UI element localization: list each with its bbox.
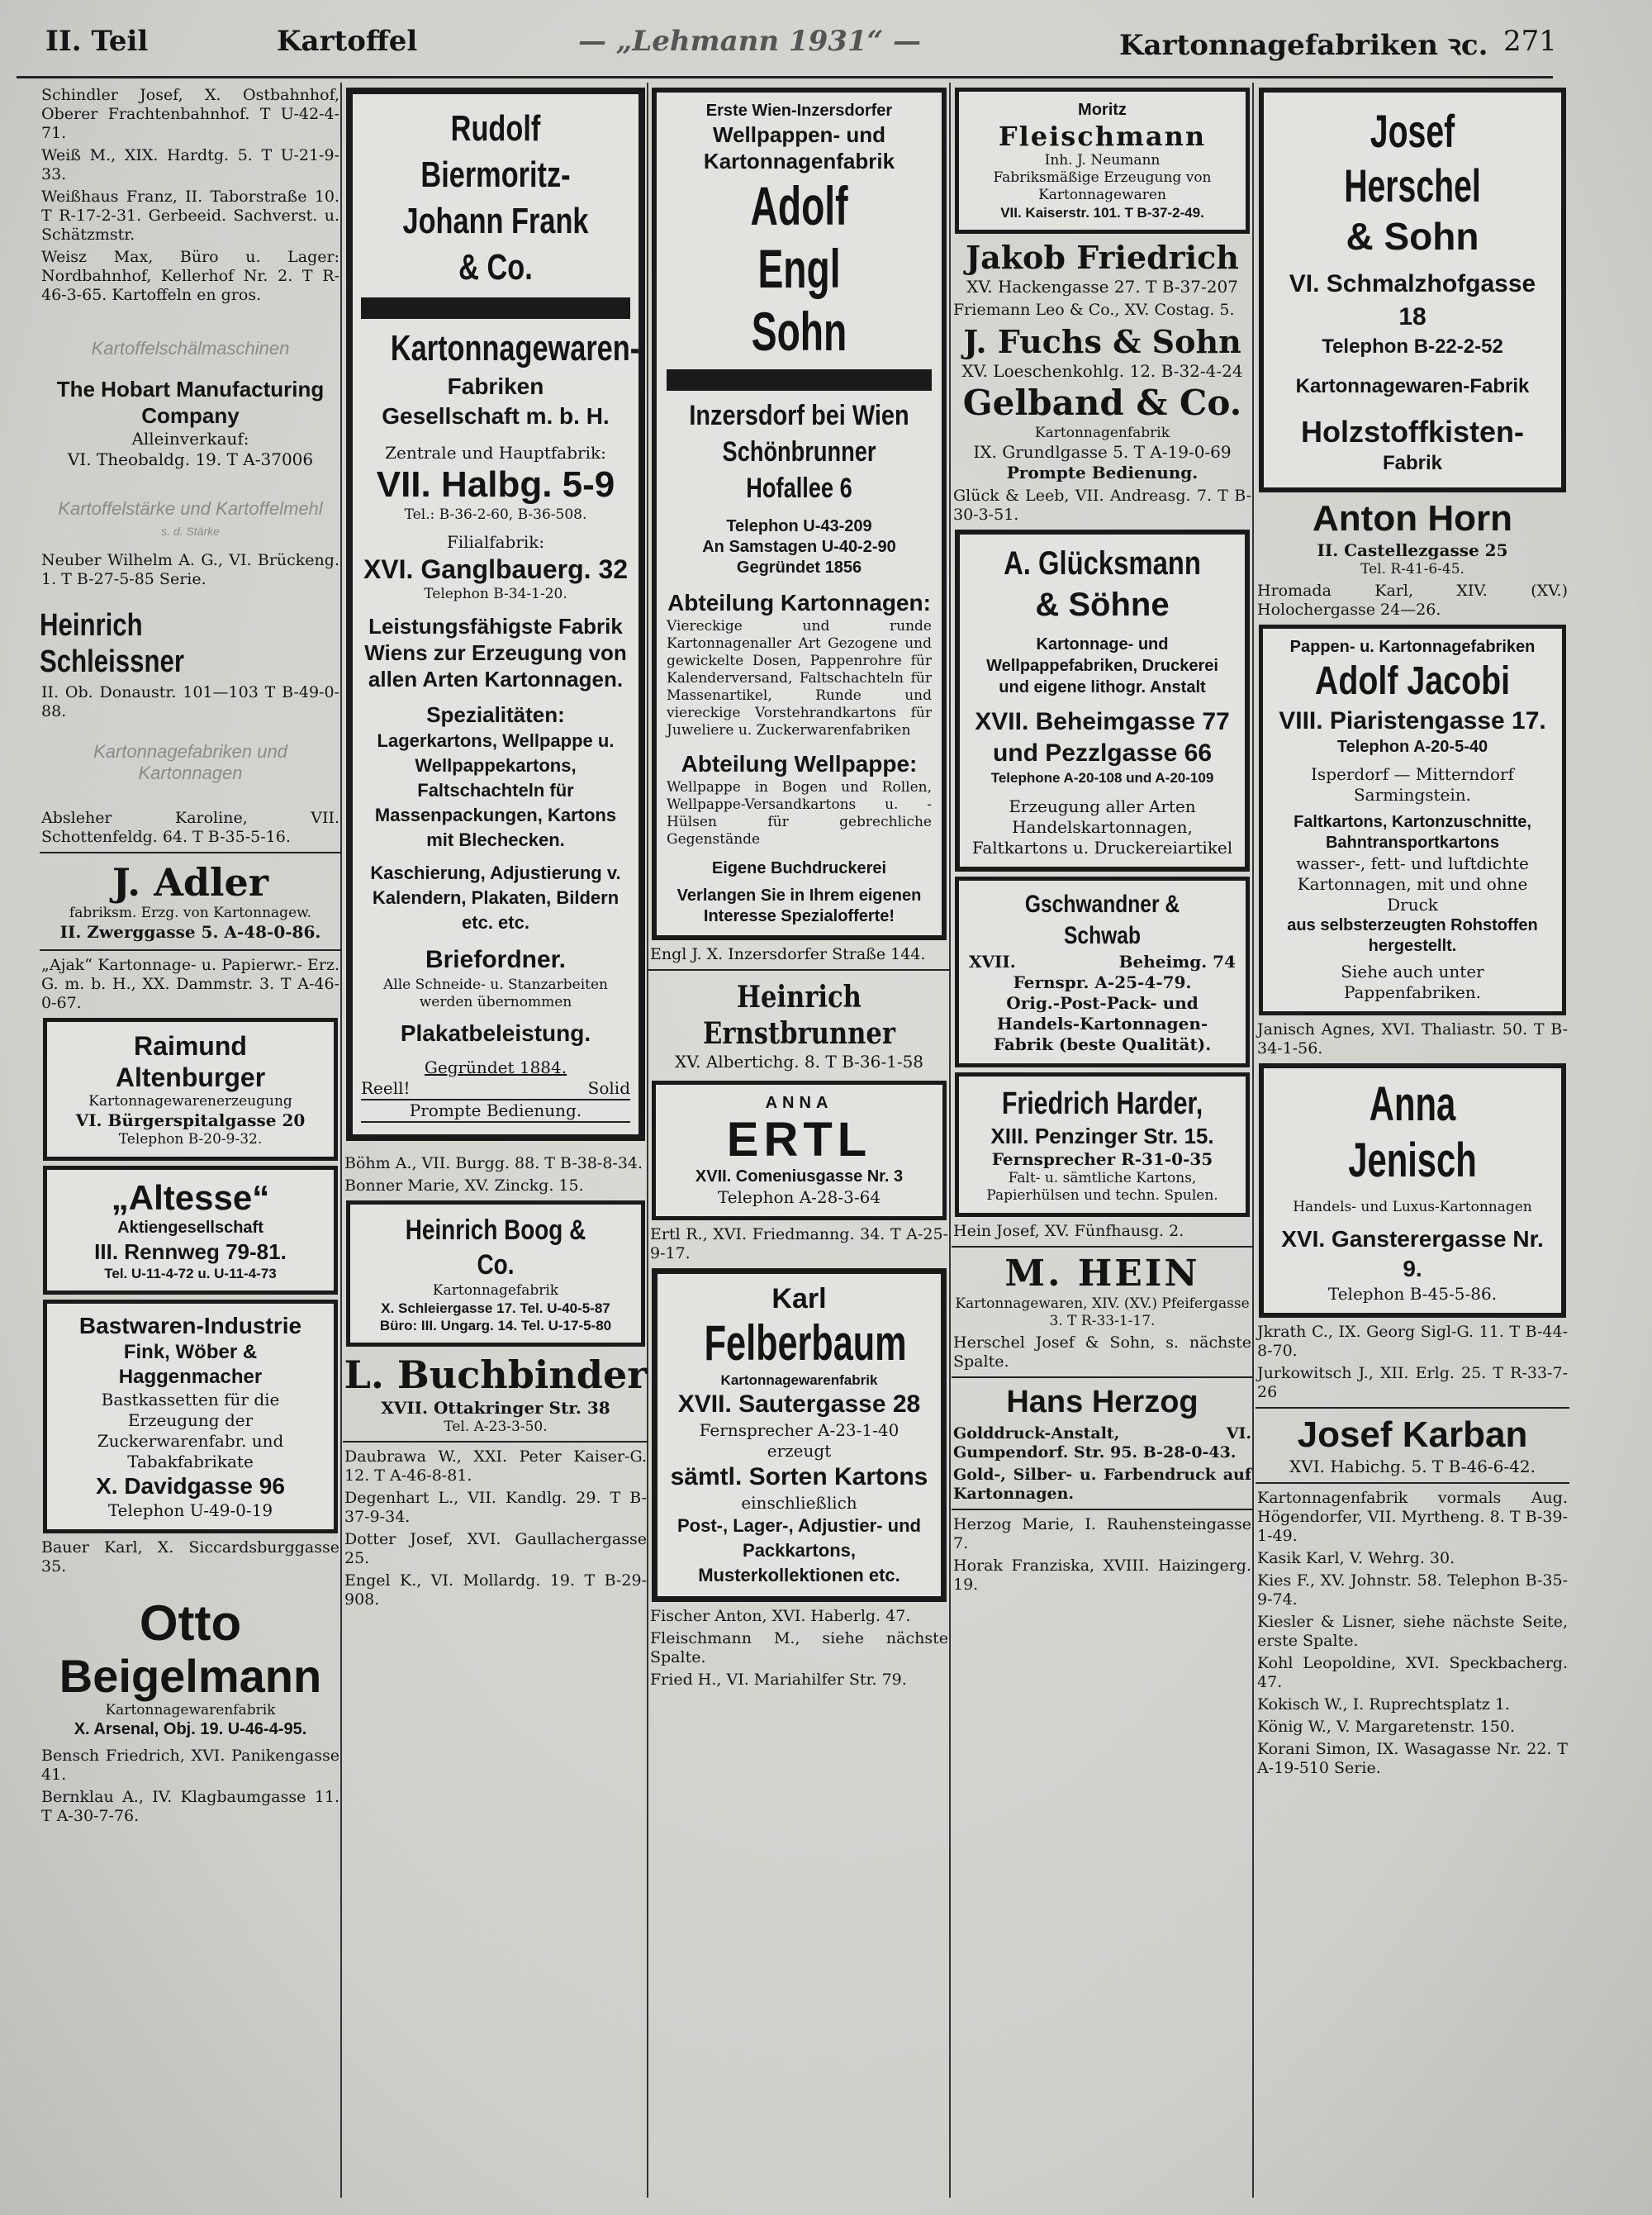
listing-entry: Horak Franziska, XVIII. Haizingerg. 19. [953, 1557, 1251, 1594]
listing-entry: Hein Josef, XV. Fünfhausg. 2. [953, 1222, 1184, 1240]
bastwaren-firm: Fink, Wöber & Haggenmacher [118, 1341, 263, 1388]
gschwandner-ad [955, 877, 1250, 1067]
hein-address: Kartonnagewaren, XIV. (XV.) Pfeifergasse 3. T R-33-1-17. [955, 1295, 1250, 1329]
listing-entry: Herschel Josef & Sohn, s. nächste Spalte. [953, 1333, 1251, 1371]
jenisch-ad [1259, 1063, 1566, 1318]
biermoritz-name1: Rudolf Biermoritz- [420, 108, 571, 195]
listing-entry: Friemann Leo & Co., XV. Costag. 5. [953, 301, 1235, 319]
gschwandner-name: Gschwandner & Schwab [1024, 891, 1180, 949]
schleissner-name: Heinrich Schleissner [40, 608, 184, 679]
gluecksmann-products: Erzeugung aller Arten Handelskartonnagen, Faltkartons u. Druckereiartikel [971, 796, 1233, 858]
listing-entry: Bauer Karl, X. Siccardsburggasse 35. [41, 1538, 339, 1576]
gschwandner-address [969, 952, 1236, 972]
page-header [0, 25, 1652, 74]
listing-entry: Glück & Leeb, VII. Andreasg. 7. T B-30-3-51. [953, 487, 1251, 524]
boog-address1: X. Schleiergasse 17. Tel. U-40-5-87 [381, 1300, 610, 1316]
ertl-ad [652, 1081, 947, 1220]
header-rule [17, 76, 1553, 78]
altenburger-address: VI. Bürgerspitalgasse 20 [75, 1110, 306, 1130]
ernstbrunner-ad [648, 979, 950, 1072]
karban-ad [1256, 1414, 1569, 1477]
jacobi-ad [1259, 625, 1566, 1015]
left-keyword: Kartoffel [277, 25, 418, 58]
buchbinder-phone: Tel. A-23-3-50. [444, 1419, 548, 1435]
listing-entry: „Ajak“ Kartonnage- u. Papierwr.- Erz. G. m. b. H., XX. Dammstr. 3. T A-46-0-67. [41, 956, 339, 1012]
listing-entry: Jkrath C., IX. Georg Sigl-G. 11. T B-44-8-70. [1257, 1323, 1568, 1360]
listing-entry: Kartonnagenfabrik vormals Aug. Högendorfer, VII. Myrtheng. 8. T B-39-1-49. [1257, 1489, 1568, 1545]
fleischmann-text: Fabriksmäßige Erzeugung von Kartonnagewaren [993, 169, 1212, 203]
biermoritz-branch-phone: Telephon B-34-1-20. [424, 586, 567, 602]
jacobi-phone: Telephon A-20-5-40 [1336, 738, 1488, 756]
listing-entry: Fischer Anton, XVI. Haberlg. 47. [650, 1607, 911, 1625]
harder-text: Falt- u. sämtliche Kartons, Papierhülsen und techn. Spulen. [986, 1170, 1218, 1204]
ertl-name: ERTL [726, 1113, 872, 1167]
altesse-phone: Tel. U-11-4-72 u. U-11-4-73 [104, 1266, 277, 1281]
engl-dept1: Abteilung Kartonnagen: [667, 590, 931, 616]
listing-entry: Kies F., XV. Johnstr. 58. Telephon B-35-9-74. [1257, 1571, 1568, 1609]
gluecksmann-phone: Telephone A-20-108 und A-20-109 [990, 770, 1214, 786]
listing-entry: König W., V. Margaretenstr. 150. [1257, 1718, 1516, 1736]
ertl-address: XVII. Comeniusgasse Nr. 3 [695, 1167, 904, 1186]
engl-top1: Erste Wien-Inzersdorfer [705, 102, 893, 120]
fuchs-name: J. Fuchs & Sohn [963, 323, 1241, 360]
herzog-name: Hans Herzog [1006, 1385, 1199, 1419]
section-heading: Kartoffelschälmaschinen [91, 338, 290, 359]
schleissner-ad [40, 607, 341, 721]
friedrich-ad [952, 239, 1253, 297]
harder-address: XIII. Penzinger Str. 15. [990, 1124, 1214, 1148]
felberbaum-incl: einschließlich [741, 1493, 857, 1513]
right-keyword: Kartonnagefabriken ꝛc. [1119, 29, 1488, 62]
fleischmann-owner: Inh. J. Neumann [1044, 152, 1161, 169]
gschwandner-text: Orig.-Post-Pack- und Handels-Kartonnagen-Fabrik (beste Qualität). [993, 993, 1212, 1054]
felberbaum-text: Post-, Lager-, Adjustier- und Packkartons, Musterkollektionen etc. [677, 1515, 921, 1585]
adler-ad [40, 860, 341, 943]
jacobi-text: wasser-, fett- und luftdichte Kartonnagen, mit und ohne Druck [1296, 853, 1529, 915]
section-heading: Kartonnagefabriken und Kartonnagen [93, 741, 287, 783]
altenburger-sub: Kartonnagewarenerzeugung [88, 1093, 292, 1110]
engl-phone2: An Samstagen U-40-2-90 [702, 538, 896, 556]
running-title: — „Lehmann 1931“ — [578, 25, 921, 58]
listing-entry: Jurkowitsch J., XII. Erlg. 25. T R-33-7-26 [1257, 1364, 1568, 1401]
ernstbrunner-address: XV. Albertichg. 8. T B-36-1-58 [674, 1052, 924, 1072]
biermoritz-ad [346, 88, 645, 1141]
fuchs-ad [952, 323, 1253, 382]
divider [40, 852, 341, 853]
column-2 [343, 83, 648, 1613]
ernstbrunner-name: Heinrich Ernstbrunner [703, 980, 895, 1051]
jacobi-name: Adolf Jacobi [1314, 659, 1511, 703]
listing-entry: Neuber Wilhelm A. G., VI. Brückeng. 1. T B-27-5-85 Serie. [41, 551, 339, 588]
listing-entry: Bernklau A., IV. Klagbaumgasse 11. T A-30-7-76. [41, 1788, 339, 1825]
herzog-text2: Gold-, Silber- u. Farbendruck auf Kartonnagen. [953, 1466, 1251, 1503]
divider [40, 949, 341, 951]
horn-phone: Tel. R-41-6-45. [1360, 561, 1464, 578]
gluecksmann-text: Kartonnage- und Wellpappefabriken, Druckerei und eigene lithogr. Anstalt [986, 635, 1218, 696]
engl-dept2: Abteilung Wellpappe: [681, 751, 918, 777]
horn-ad [1256, 497, 1569, 578]
hein-ad [952, 1252, 1253, 1330]
herschel-name2: & Sohn [1346, 215, 1479, 258]
listing-entry: Böhm A., VII. Burgg. 88. T B-38-8-34. [344, 1154, 643, 1172]
buchbinder-name: L. Buchbinder [344, 1352, 648, 1397]
herschel-sub: Kartonnagewaren-Fabrik [1295, 375, 1530, 397]
biermoritz-branch: XVI. Ganglbauerg. 32 [363, 554, 629, 584]
divider [952, 1376, 1253, 1378]
hobart-address: VI. Theobaldg. 19. T A-37006 [67, 449, 314, 469]
adler-address: II. Zwerggasse 5. A-48-0-86. [59, 922, 321, 942]
listing-entry: Korani Simon, IX. Wasagasse Nr. 22. T A-19-510 Serie. [1257, 1740, 1568, 1777]
divider [952, 1509, 1253, 1510]
altenburger-ad [43, 1018, 338, 1161]
listing-entry: Degenhart L., VII. Kandlg. 29. T B-37-9-34. [344, 1489, 647, 1526]
bastwaren-title: Bastwaren-Industrie [78, 1313, 302, 1338]
column-3 [648, 83, 950, 1693]
herschel-name1: Josef Herschel [1344, 105, 1481, 212]
listing-entry: Hromada Karl, XIV. (XV.) Holochergasse 24—26. [1257, 582, 1568, 619]
herschel-ad [1259, 88, 1566, 492]
beigelmann-ad [40, 1596, 341, 1740]
altesse-ad [43, 1166, 338, 1295]
gschwandner-street: Beheimg. 74 [1118, 952, 1236, 972]
biermoritz-briefordner: Briefordner. [425, 946, 567, 973]
boog-sub: Kartonnagefabrik [432, 1282, 559, 1299]
jenisch-phone: Telephon B-45-5-86. [1327, 1284, 1498, 1304]
bastwaren-text: Bastkassetten für die Erzeugung der Zuckerwarenfabr. und Tabakfabrikate [97, 1390, 284, 1471]
hobart-name: The Hobart Manufacturing Company [56, 377, 325, 428]
listing-entry: Schindler Josef, X. Ostbahnhof, Oberer Frachtenbahnhof. T U-42-4-71. [41, 86, 339, 142]
engl-place2: Schönbrunner Hofallee 6 [722, 436, 876, 504]
listing-entry: Ertl R., XVI. Friedmanng. 34. T A-25-9-17. [650, 1225, 948, 1262]
biermoritz-slogan: Leistungsfähigste Fabrik Wiens zur Erzeugung von allen Arten Kartonnagen. [364, 614, 627, 692]
jacobi-own: aus selbsterzeugten Rohstoffen hergestellt. [1287, 916, 1538, 955]
listing-entry: Weißhaus Franz, II. Taborstraße 10. T R-17-2-31. Gerbeeid. Sachverst. u. Schätzmstr. [41, 188, 339, 244]
herschel-phone: Telephon B-22-2-52 [1322, 335, 1503, 358]
engl-offer: Verlangen Sie in Ihrem eigenen Interesse Spezialofferte! [676, 886, 922, 925]
felberbaum-name: Felberbaum [704, 1315, 907, 1371]
biermoritz-branch-label: Filialfabrik: [446, 532, 545, 552]
divider [343, 1441, 648, 1443]
hobart-ad [40, 376, 341, 470]
listing-entry: Janisch Agnes, XVI. Thaliastr. 50. T B-34-1-56. [1257, 1020, 1568, 1058]
engl-founded: Gegründet 1856 [736, 559, 862, 577]
listing-entry: Absleher Karoline, VII. Schottenfeldg. 64. T B-35-5-16. [41, 809, 339, 846]
divider [952, 1246, 1253, 1248]
fuchs-address: XV. Loeschenkohlg. 12. B-32-4-24 [961, 361, 1243, 381]
gluecksmann-address1: XVII. Beheimgasse 77 [975, 708, 1230, 735]
adler-sub: fabriksm. Erzg. von Kartonnagew. [69, 905, 312, 921]
listing-entry: Weisz Max, Büro u. Lager: Nordbahnhof, Kellerhof Nr. 2. T R-46-3-65. Kartoffeln en gros. [41, 248, 339, 304]
beigelmann-sub: Kartonnagewarenfabrik [105, 1702, 276, 1718]
motto-solid: Solid [587, 1078, 630, 1098]
jacobi-address: VIII. Piaristengasse 17. [1279, 707, 1546, 734]
friedrich-name: Jakob Friedrich [966, 239, 1239, 276]
engl-top2: Wellpappen- und Kartonnagenfabrik [703, 122, 895, 173]
gelband-address: IX. Grundlgasse 5. T A-19-0-69 [973, 442, 1232, 462]
black-bar [361, 297, 630, 319]
adler-name: J. Adler [112, 860, 269, 905]
gschwandner-district: XVII. [969, 952, 1016, 972]
biermoritz-motto [361, 1078, 630, 1099]
listing-entry: Kohl Leopoldine, XVI. Speckbacherg. 47. [1257, 1654, 1568, 1691]
jacobi-see: Siehe auch unter Pappenfabriken. [1341, 962, 1484, 1002]
buchbinder-address: XVII. Ottakringer Str. 38 [381, 1398, 610, 1418]
listing-entry: Engel K., VI. Mollardg. 19. T B-29-908. [344, 1571, 647, 1609]
harder-first: Friedrich [1001, 1086, 1109, 1121]
gelband-service: Prompte Bedienung. [1006, 463, 1199, 482]
herzog-ad [952, 1383, 1253, 1504]
beigelmann-last: Beigelmann [59, 1650, 322, 1702]
jenisch-name: Anna Jenisch [1348, 1077, 1477, 1187]
schleissner-address: II. Ob. Donaustr. 101—103 T B-49-0-88. [41, 683, 339, 720]
listing-entry: Kokisch W., I. Ruprechtsplatz 1. [1257, 1695, 1510, 1714]
engl-print: Eigene Buchdruckerei [711, 859, 887, 877]
biermoritz-service: Prompte Bedienung. [361, 1099, 630, 1123]
herzog-text1: Golddruck-Anstalt, VI. Gumpendorf. Str. 95. B-28-0-43. [953, 1424, 1251, 1462]
friedrich-address: XV. Hackengasse 27. T B-37-207 [966, 277, 1238, 297]
felberbaum-first: Karl [771, 1283, 827, 1314]
felberbaum-phone: Fernsprecher A-23-1-40 [699, 1420, 900, 1440]
motto-reell: Reell! [361, 1078, 411, 1098]
listing-entry: Kasik Karl, V. Wehrg. 30. [1257, 1549, 1455, 1567]
listing-entry: Kiesler & Lisner, siehe nächste Seite, erste Spalte. [1257, 1613, 1568, 1650]
gschwandner-phone: Fernspr. A-25-4-79. [1013, 972, 1192, 992]
horn-address: II. Castellezgasse 25 [1317, 540, 1508, 560]
black-bar [667, 369, 932, 391]
engl-phone1: Telephon U-43-209 [726, 517, 872, 535]
biermoritz-hq-phone: Tel.: B-36-2-60, B-36-508. [404, 506, 587, 523]
ertl-first: ANNA [765, 1094, 833, 1112]
hein-name: M. HEIN [1004, 1252, 1200, 1295]
gelband-name: Gelband & Co. [962, 383, 1242, 423]
listing-entry: Daubrawa W., XXI. Peter Kaiser-G. 12. T A-46-8-81. [344, 1447, 647, 1485]
harder-last: Harder, [1116, 1086, 1203, 1121]
altenburger-phone: Telephon B-20-9-32. [118, 1131, 263, 1148]
jenisch-address: XVI. Gansterergasse Nr. 9. [1281, 1226, 1544, 1281]
jacobi-products: Faltkartons, Kartonzuschnitte, Bahntransportkartons [1294, 813, 1531, 852]
column-4 [952, 83, 1253, 1598]
listing-entry: Dotter Josef, XVI. Gaullachergasse 25. [344, 1530, 647, 1567]
fleischmann-name: Fleischmann [998, 121, 1207, 152]
biermoritz-founded: Gegründet 1884. [424, 1058, 567, 1077]
fleischmann-ad [955, 88, 1250, 234]
biermoritz-hq-label: Zentrale und Hauptfabrik: [385, 443, 606, 463]
boog-ad [346, 1200, 645, 1347]
boog-name: Heinrich Boog & Co. [405, 1214, 586, 1281]
gluecksmann-name2: & Söhne [1035, 587, 1170, 623]
karban-address: XVI. Habichg. 5. T B-46-6-42. [1289, 1457, 1536, 1476]
felberbaum-erzeugt: erzeugt [767, 1441, 832, 1461]
jenisch-sub: Handels- und Luxus-Kartonnagen [1293, 1199, 1532, 1215]
divider [1256, 1482, 1569, 1484]
gluecksmann-address2: und Pezzlgasse 66 [992, 739, 1213, 767]
horn-name: Anton Horn [1313, 498, 1512, 539]
listing-entry: Bensch Friedrich, XVI. Panikengasse 41. [41, 1747, 339, 1784]
listing-entry: Engl J. X. Inzersdorfer Straße 144. [650, 945, 926, 963]
listing-entry: Bonner Marie, XV. Zinckg. 15. [344, 1176, 584, 1195]
biermoritz-title: Kartonnagewaren- [390, 328, 640, 368]
biermoritz-specialties: Lagerkartons, Wellpappe u. Wellpappekartons, Faltschachteln für Massenpackungen, Kartons mit Blechecken. [374, 730, 617, 850]
herschel-address: VI. Schmalzhofgasse 18 [1289, 270, 1536, 330]
listing-entry: Herzog Marie, I. Rauhensteingasse 7. [953, 1515, 1251, 1552]
gluecksmann-ad [955, 530, 1250, 872]
felberbaum-sub: Kartonnagewarenfabrik [720, 1372, 878, 1388]
engl-name: Adolf Engl Sohn [750, 175, 848, 362]
fleischmann-address: VII. Kaiserstr. 101. T B-37-2-49. [1000, 205, 1204, 221]
gelband-ad [952, 382, 1253, 483]
ertl-phone: Telephon A-28-3-64 [717, 1187, 881, 1207]
gluecksmann-name1: A. Glücksmann [1004, 545, 1201, 582]
column-5 [1256, 83, 1569, 1781]
jacobi-places: Isperdorf — Mitterndorf Sarmingstein. [1311, 764, 1514, 805]
engl-place1: Inzersdorf bei Wien [689, 400, 909, 431]
biermoritz-form: Gesellschaft m. b. H. [382, 403, 610, 429]
page-number: 271 [1503, 25, 1557, 58]
hobart-sub: Alleinverkauf: [131, 429, 249, 449]
bastwaren-address: X. Davidgasse 96 [96, 1473, 285, 1499]
engl-dept2-text: Wellpappe in Bogen und Rollen, Wellpappe-Versandkartons u. -Hülsen für gebrechliche Gegenstände [667, 779, 932, 848]
listing-entry: Weiß M., XIX. Hardtg. 5. T U-21-9-33. [41, 146, 339, 183]
beigelmann-address: X. Arsenal, Obj. 19. U-46-4-95. [74, 1720, 307, 1738]
boog-address2: Büro: III. Ungarg. 14. Tel. U-17-5-80 [379, 1318, 612, 1333]
harder-phone: Fernsprecher R-31-0-35 [991, 1149, 1213, 1169]
bastwaren-phone: Telephon U-49-0-19 [107, 1500, 273, 1520]
engl-dept1-text: Viereckige und runde Kartonnagenaller Art Gezogene und gewickelte Dosen, Pappenrohre für Kalenderversand, Faltschachteln für Massenartikel, Runde und viereckige Vorstehrandkartons für Juweliere u. Zuckerwarenfabriken [667, 618, 932, 739]
gelband-sub: Kartonnagenfabrik [1034, 425, 1170, 441]
part-label: II. Teil [45, 25, 149, 58]
section-note: s. d. Stärke [161, 525, 220, 538]
engl-ad [652, 88, 947, 940]
felberbaum-sorten: sämtl. Sorten Kartons [670, 1463, 928, 1490]
section-heading: Kartoffelstärke und Kartoffelmehl [58, 498, 323, 519]
felberbaum-ad [652, 1268, 947, 1602]
divider [648, 969, 950, 971]
beigelmann-first: Otto [139, 1595, 242, 1651]
bastwaren-ad [43, 1300, 338, 1533]
altesse-name: „Altesse“ [111, 1178, 270, 1217]
felberbaum-address: XVII. Sautergasse 28 [677, 1390, 921, 1418]
harder-name [995, 1085, 1208, 1123]
harder-ad [955, 1072, 1250, 1217]
biermoritz-sub: Fabriken [447, 373, 544, 399]
buchbinder-ad [343, 1352, 648, 1436]
herschel-sub3: Fabrik [1382, 452, 1443, 474]
column-1 [40, 83, 341, 1829]
jacobi-top: Pappen- u. Kartonnagefabriken [1289, 638, 1536, 656]
biermoritz-hq: VII. Halbg. 5-9 [376, 464, 615, 505]
biermoritz-stanz: Alle Schneide- u. Stanzarbeiten werden übernommen [382, 977, 609, 1010]
listing-entry: Fried H., VI. Mariahilfer Str. 79. [650, 1671, 907, 1689]
biermoritz-spec-label: Spezialitäten: [426, 702, 565, 727]
karban-name: Josef Karban [1297, 1414, 1528, 1455]
fleischmann-first: Moritz [1078, 101, 1127, 119]
biermoritz-plakat: Plakatbeleistung. [400, 1020, 591, 1046]
biermoritz-kaschierung: Kaschierung, Adjustierung v. Kalendern, Plakaten, Bildern etc. etc. [370, 863, 621, 933]
divider [1256, 1407, 1569, 1409]
altesse-address: III. Rennweg 79-81. [94, 1239, 287, 1264]
altenburger-name: Raimund Altenburger [115, 1031, 266, 1092]
herschel-sub2: Holzstoffkisten- [1301, 415, 1524, 449]
altesse-sub: Aktiengesellschaft [117, 1219, 263, 1237]
listing-entry: Fleischmann M., siehe nächste Spalte. [650, 1629, 948, 1666]
biermoritz-name2: Johann Frank & Co. [402, 201, 589, 288]
